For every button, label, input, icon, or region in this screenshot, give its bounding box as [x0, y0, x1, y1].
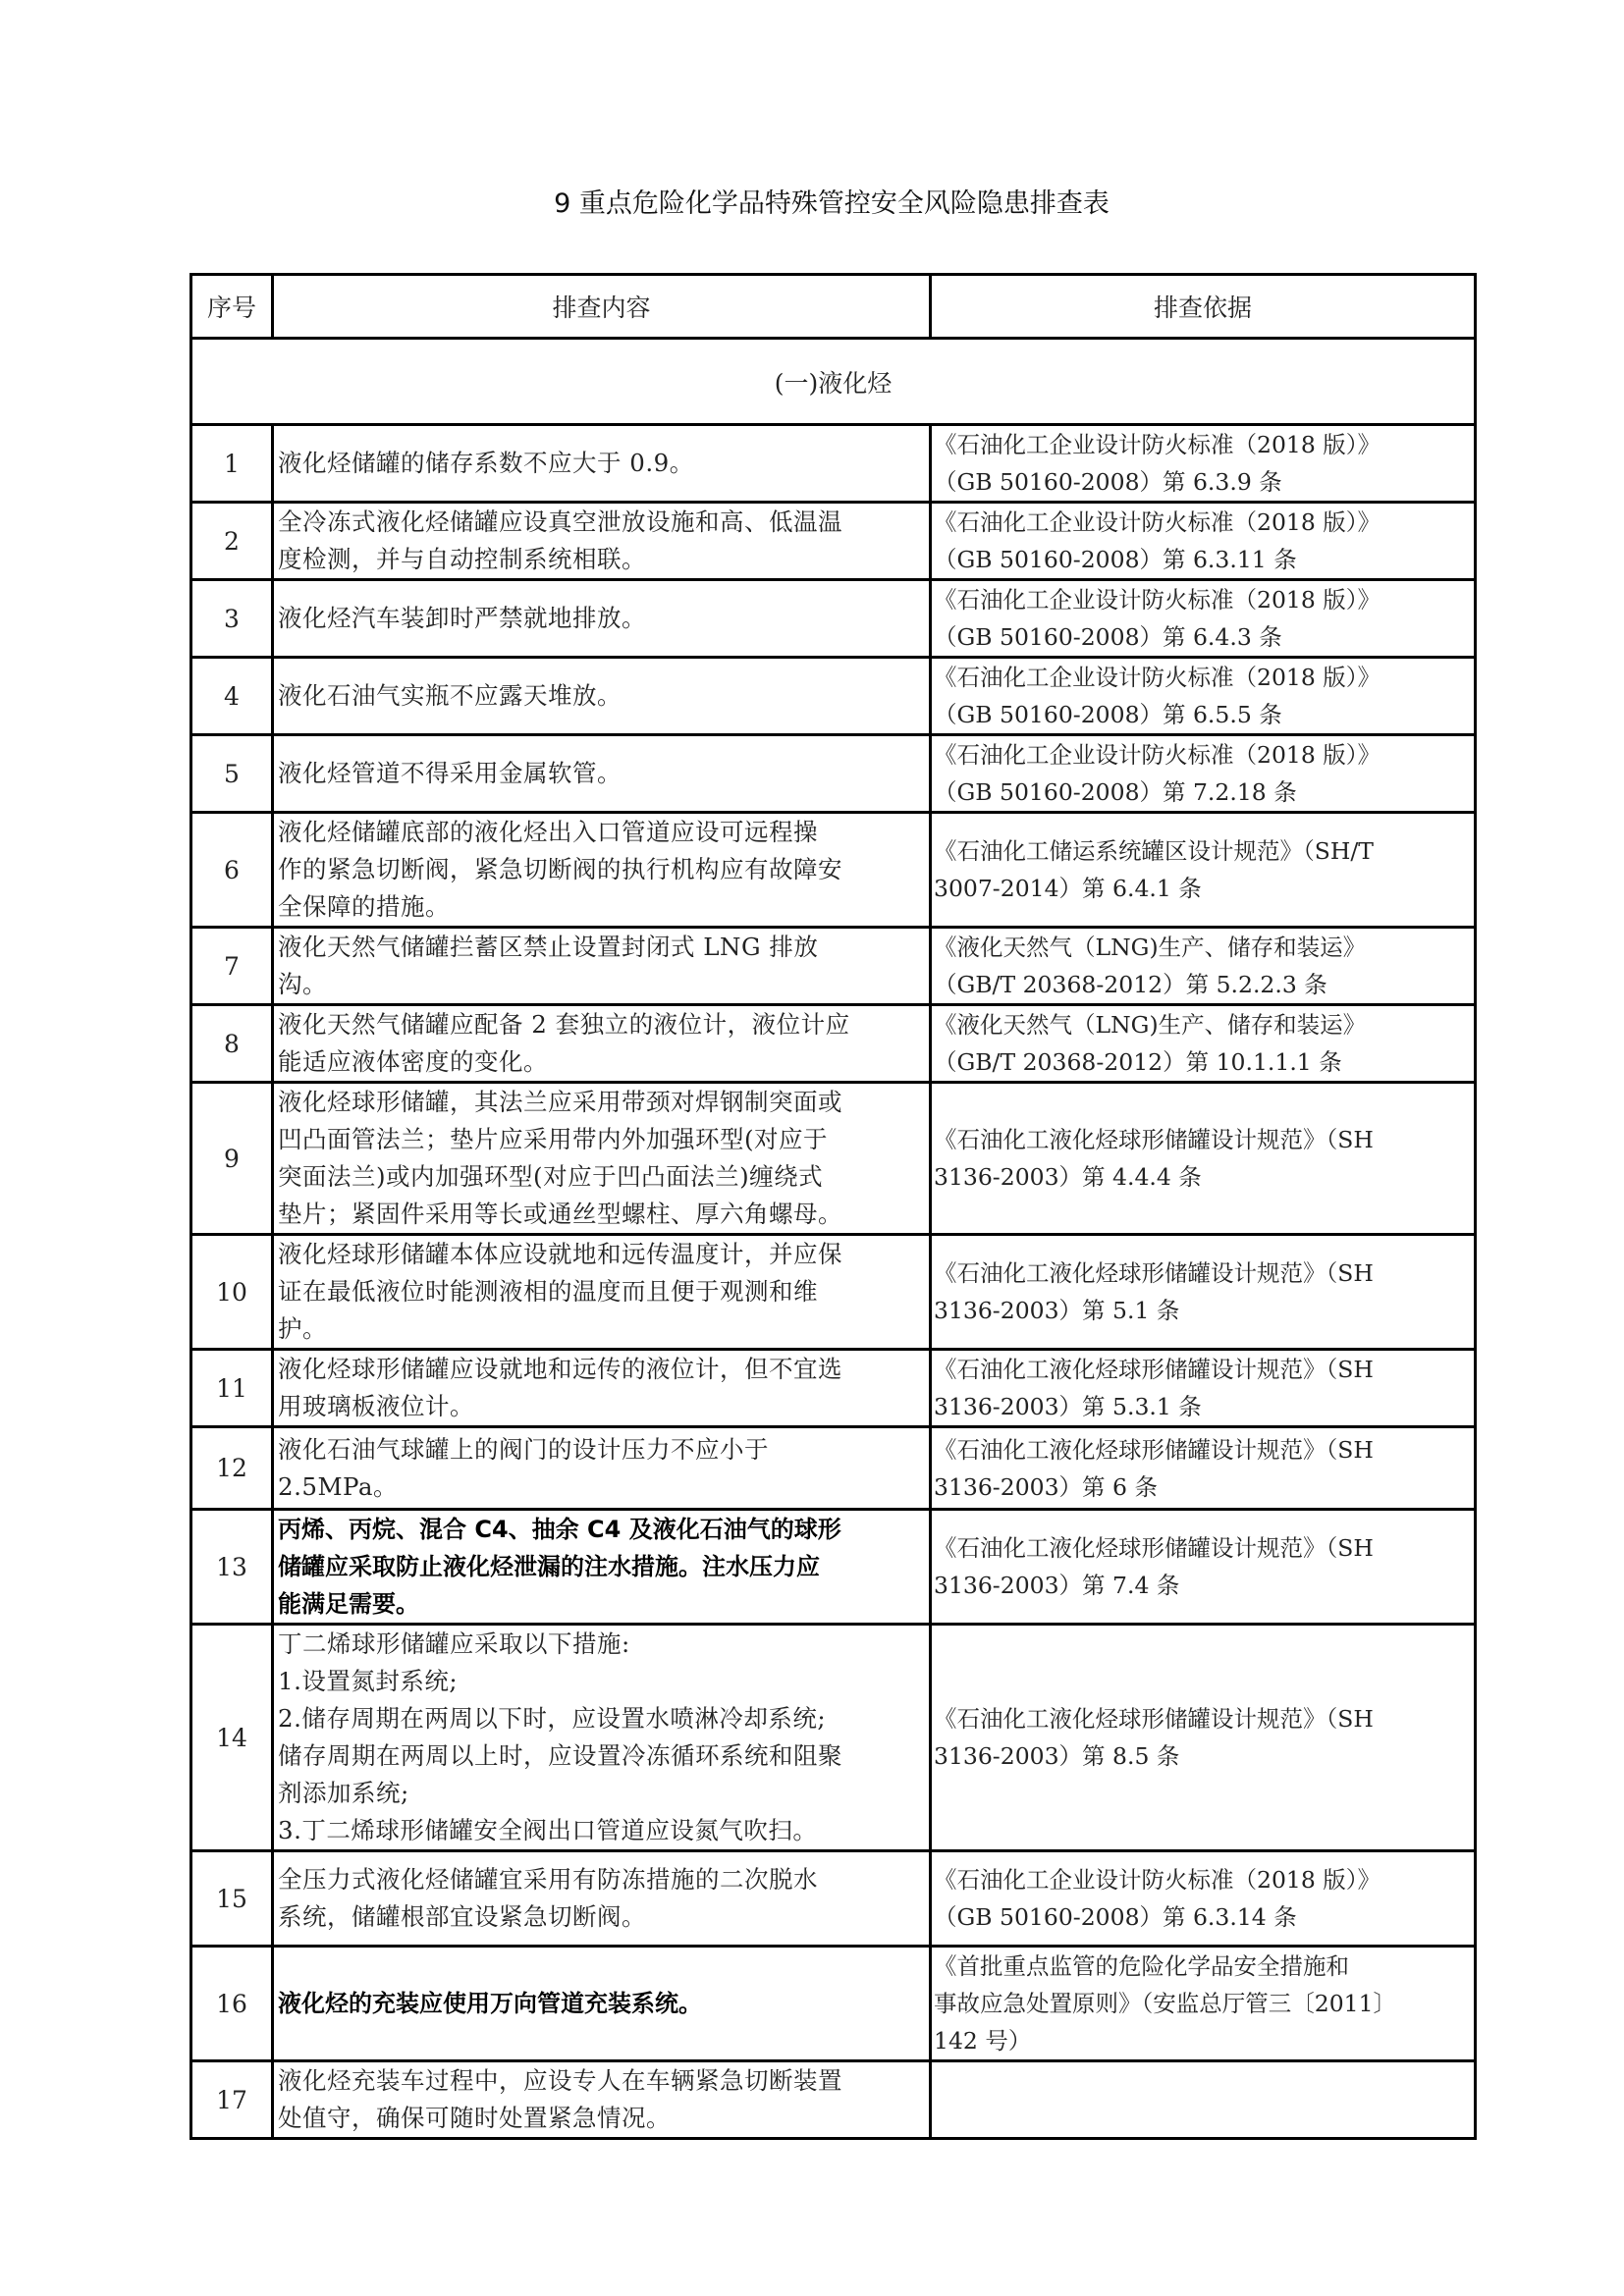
basis-line: （GB 50160-2008）第 6.3.11 条	[934, 546, 1297, 573]
content-line: 液化烃球形储罐，其法兰应采用带颈对焊钢制突面或	[278, 1088, 842, 1116]
row-number: 17	[191, 2061, 273, 2139]
basis-line: 事故应急处置原则》（安监总厅管三〔2011〕	[934, 1990, 1397, 2017]
row-number: 7	[191, 928, 273, 1005]
content-line: 能满足需要。	[278, 1590, 419, 1618]
inspection-content	[273, 1083, 931, 1235]
row-number: 10	[191, 1235, 273, 1350]
basis-line: 《石油化工企业设计防火标准（2018 版）》	[934, 741, 1381, 769]
inspection-basis	[931, 1851, 1476, 1947]
inspection-basis	[931, 503, 1476, 580]
row-number: 3	[191, 580, 273, 658]
basis-line: 《液化天然气（LNG)生产、储存和装运》	[934, 1011, 1367, 1039]
content-line: 作的紧急切断阀，紧急切断阀的执行机构应有故障安	[278, 855, 842, 883]
inspection-basis	[931, 1625, 1476, 1851]
basis-line: 《石油化工液化烃球形储罐设计规范》（SH	[934, 1259, 1374, 1287]
row-number: 13	[191, 1510, 273, 1625]
basis-line: 《首批重点监管的危险化学品安全措施和	[934, 1952, 1349, 1980]
basis-line: （GB 50160-2008）第 6.5.5 条	[934, 701, 1282, 728]
table-row	[191, 580, 1476, 658]
table-row	[191, 1625, 1476, 1851]
inspection-content	[273, 425, 931, 503]
row-number: 6	[191, 813, 273, 928]
basis-line: 《石油化工液化烃球形储罐设计规范》（SH	[934, 1435, 1374, 1464]
row-number: 4	[191, 658, 273, 735]
content-line: 丁二烯球形储罐应采取以下措施:	[278, 1629, 630, 1658]
basis-line: 3136-2003）第 7.4 条	[934, 1572, 1180, 1599]
inspection-content	[273, 2061, 931, 2139]
content-line: 3.丁二烯球形储罐安全阀出口管道应设氮气吹扫。	[278, 1816, 818, 1844]
content-line: 液化烃储罐的储存系数不应大于 0.9。	[278, 449, 694, 477]
content-line: 能适应液体密度的变化。	[278, 1047, 548, 1076]
content-line: 垫片；紧固件采用等长或通丝型螺柱、厚六角螺母。	[278, 1200, 842, 1228]
content-line: 用玻璃板液位计。	[278, 1392, 474, 1420]
basis-line: 《石油化工液化烃球形储罐设计规范》（SH	[934, 1126, 1374, 1153]
page-title: 9 重点危险化学品特殊管控安全风险隐患排查表	[554, 188, 1110, 219]
basis-line: 《石油化工企业设计防火标准（2018 版）》	[934, 508, 1381, 536]
table-row	[191, 1083, 1476, 1235]
table-row	[191, 1947, 1476, 2061]
content-line: 液化烃的充装应使用万向管道充装系统。	[278, 1990, 702, 2017]
content-line: 液化石油气实瓶不应露天堆放。	[278, 681, 622, 710]
content-line: 处值守，确保可随时处置紧急情况。	[278, 2104, 671, 2132]
header-content: 排查内容	[273, 275, 931, 339]
basis-line: 3136-2003）第 4.4.4 条	[934, 1163, 1202, 1191]
inspection-basis	[931, 1350, 1476, 1427]
content-line: 储罐应采取防止液化烃泄漏的注水措施。注水压力应	[278, 1553, 820, 1580]
inspection-content	[273, 580, 931, 658]
row-number: 11	[191, 1350, 273, 1427]
inspection-basis	[931, 1510, 1476, 1625]
content-line: 液化石油气球罐上的阀门的设计压力不应小于	[278, 1434, 769, 1464]
row-number: 2	[191, 503, 273, 580]
inspection-content	[273, 928, 931, 1005]
content-line: 储存周期在两周以上时，应设置冷冻循环系统和阻聚	[278, 1741, 842, 1770]
inspection-content	[273, 1235, 931, 1350]
table-row	[191, 503, 1476, 580]
basis-line: 《石油化工液化烃球形储罐设计规范》（SH	[934, 1705, 1374, 1733]
row-number: 1	[191, 425, 273, 503]
content-line: 2.5MPa。	[278, 1471, 399, 1501]
basis-line: （GB 50160-2008）第 6.4.3 条	[934, 623, 1282, 651]
inspection-content	[273, 503, 931, 580]
row-number: 16	[191, 1947, 273, 2061]
inspection-basis	[931, 2061, 1476, 2139]
inspection-basis	[931, 1427, 1476, 1510]
content-line: 液化烃管道不得采用金属软管。	[278, 759, 622, 787]
header-row	[191, 275, 1476, 339]
inspection-basis	[931, 658, 1476, 735]
inspection-basis	[931, 1005, 1476, 1083]
table-row	[191, 1235, 1476, 1350]
row-number: 12	[191, 1427, 273, 1510]
basis-line: （GB/T 20368-2012）第 5.2.2.3 条	[934, 971, 1327, 998]
content-line: 度检测，并与自动控制系统相联。	[278, 545, 646, 573]
inspection-basis	[931, 735, 1476, 813]
inspection-basis	[931, 580, 1476, 658]
content-line: 系统，储罐根部宜设紧急切断阀。	[278, 1902, 646, 1931]
basis-line: （GB 50160-2008）第 6.3.14 条	[934, 1903, 1297, 1931]
content-line: 液化天然气储罐应配备 2 套独立的液位计，液位计应	[278, 1010, 850, 1039]
table-row	[191, 1350, 1476, 1427]
inspection-basis	[931, 928, 1476, 1005]
basis-line: 142 号）	[934, 2027, 1032, 2055]
content-line: 全冷冻式液化烃储罐应设真空泄放设施和高、低温温	[278, 507, 842, 536]
row-number: 14	[191, 1625, 273, 1851]
inspection-content	[273, 1851, 931, 1947]
inspection-content	[273, 1947, 931, 2061]
table-row	[191, 425, 1476, 503]
row-number: 5	[191, 735, 273, 813]
content-line: 剂添加系统;	[278, 1779, 409, 1807]
content-line: 凹凸面管法兰；垫片应采用带内外加强环型(对应于	[278, 1125, 829, 1153]
basis-line: 3136-2003）第 5.3.1 条	[934, 1393, 1202, 1420]
content-line: 液化烃汽车装卸时严禁就地排放。	[278, 604, 646, 632]
basis-line: 《石油化工企业设计防火标准（2018 版）》	[934, 664, 1381, 691]
header-basis: 排查依据	[931, 275, 1476, 339]
basis-line: （GB/T 20368-2012）第 10.1.1.1 条	[934, 1048, 1342, 1076]
table-row	[191, 1427, 1476, 1510]
basis-line: 3136-2003）第 5.1 条	[934, 1297, 1180, 1324]
content-line: 液化烃充装车过程中，应设专人在车辆紧急切断装置	[278, 2066, 842, 2095]
table-row	[191, 658, 1476, 735]
inspection-content	[273, 1350, 931, 1427]
basis-line: 《石油化工液化烃球形储罐设计规范》（SH	[934, 1356, 1374, 1383]
content-line: 1.设置氮封系统;	[278, 1667, 459, 1695]
basis-line: 3136-2003）第 6 条	[934, 1472, 1158, 1501]
content-line: 2.储存周期在两周以下时，应设置水喷淋冷却系统;	[278, 1704, 827, 1733]
content-line: 液化烃球形储罐本体应设就地和远传温度计，并应保	[278, 1240, 842, 1268]
inspection-content	[273, 1510, 931, 1625]
table-row	[191, 1510, 1476, 1625]
content-line: 液化烃储罐底部的液化烃出入口管道应设可远程操	[278, 818, 818, 846]
basis-line: 3136-2003）第 8.5 条	[934, 1742, 1180, 1770]
content-line: 丙烯、丙烷、混合 C4、抽余 C4 及液化石油气的球形	[278, 1516, 841, 1543]
inspection-table	[189, 273, 1477, 2140]
inspection-basis	[931, 425, 1476, 503]
table-row	[191, 1851, 1476, 1947]
basis-line: 《石油化工企业设计防火标准（2018 版）》	[934, 1866, 1381, 1894]
basis-line: 《石油化工企业设计防火标准（2018 版）》	[934, 586, 1381, 614]
section-row	[191, 339, 1476, 425]
basis-line: 《石油化工企业设计防火标准（2018 版）》	[934, 431, 1381, 458]
basis-line: 《石油化工储运系统罐区设计规范》（SH/T	[934, 837, 1374, 865]
basis-line: 3007-2014）第 6.4.1 条	[934, 875, 1202, 902]
section-title: (一)液化烃	[191, 339, 1476, 425]
table-row	[191, 813, 1476, 928]
table-row	[191, 735, 1476, 813]
table-row	[191, 1005, 1476, 1083]
row-number: 8	[191, 1005, 273, 1083]
header-no: 序号	[191, 275, 273, 339]
inspection-content	[273, 1625, 931, 1851]
content-line: 突面法兰)或内加强环型(对应于凹凸面法兰)缠绕式	[278, 1162, 824, 1191]
inspection-basis	[931, 1235, 1476, 1350]
content-line: 护。	[278, 1314, 327, 1343]
basis-line: 《液化天然气（LNG)生产、储存和装运》	[934, 934, 1367, 961]
inspection-basis	[931, 1083, 1476, 1235]
content-line: 沟。	[278, 970, 327, 998]
content-line: 全压力式液化烃储罐宜采用有防冻措施的二次脱水	[278, 1865, 818, 1894]
inspection-content	[273, 658, 931, 735]
content-line: 证在最低液位时能测液相的温度而且便于观测和维	[278, 1277, 818, 1306]
table-row	[191, 928, 1476, 1005]
content-line: 液化天然气储罐拦蓄区禁止设置封闭式 LNG 排放	[278, 933, 819, 961]
inspection-content	[273, 1005, 931, 1083]
content-line: 全保障的措施。	[278, 892, 450, 921]
basis-line: （GB 50160-2008）第 7.2.18 条	[934, 778, 1297, 806]
basis-line: 《石油化工液化烃球形储罐设计规范》（SH	[934, 1534, 1374, 1562]
table-row	[191, 2061, 1476, 2139]
inspection-basis	[931, 813, 1476, 928]
row-number: 15	[191, 1851, 273, 1947]
inspection-content	[273, 735, 931, 813]
basis-line: （GB 50160-2008）第 6.3.9 条	[934, 468, 1282, 496]
content-line: 液化烃球形储罐应设就地和远传的液位计，但不宜选	[278, 1355, 842, 1383]
row-number: 9	[191, 1083, 273, 1235]
inspection-content	[273, 813, 931, 928]
inspection-basis	[931, 1947, 1476, 2061]
inspection-content	[273, 1427, 931, 1510]
